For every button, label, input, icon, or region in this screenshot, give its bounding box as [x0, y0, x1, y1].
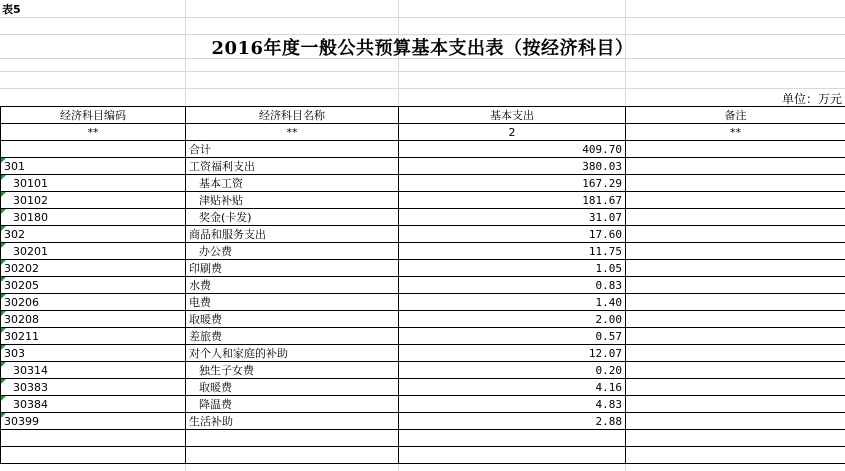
gridline — [0, 17, 845, 18]
table-row — [1, 311, 845, 328]
table-row — [1, 396, 845, 413]
cell-code[interactable] — [1, 226, 186, 243]
table-row — [1, 175, 845, 192]
table-row — [1, 243, 845, 260]
cell-code[interactable] — [1, 294, 186, 311]
cell-code-text: 30101 — [13, 176, 48, 190]
error-indicator-icon — [1, 413, 6, 418]
error-indicator-icon — [1, 311, 6, 316]
page-title: 2016年度一般公共预算基本支出表（按经济科目） — [211, 38, 634, 59]
header-code[interactable]: 经济科目编码 — [1, 107, 186, 124]
cell-remark[interactable] — [626, 260, 845, 277]
header-remark[interactable]: 备注 — [626, 107, 845, 124]
cell-code-text: 30180 — [13, 210, 48, 224]
cell-code-text: 303 — [4, 346, 25, 360]
cell-code-text: 302 — [4, 227, 25, 241]
table-row — [1, 260, 845, 277]
cell-remark[interactable] — [626, 277, 845, 294]
cell-code[interactable] — [1, 379, 186, 396]
error-indicator-icon — [1, 277, 6, 282]
sheet-label: 表5 — [2, 3, 21, 16]
error-indicator-icon — [1, 328, 6, 333]
cell-code[interactable] — [1, 430, 186, 447]
table-row — [1, 362, 845, 379]
cell-code[interactable] — [1, 158, 186, 175]
cell-code-text: 30208 — [4, 312, 39, 326]
cell-remark[interactable] — [626, 430, 845, 447]
cell-remark[interactable] — [626, 396, 845, 413]
error-indicator-icon — [1, 158, 6, 163]
cell-amount[interactable]: 4.16 — [399, 379, 626, 396]
subheader-amount[interactable]: 2 — [399, 124, 626, 141]
table-row — [1, 447, 845, 464]
error-indicator-icon — [1, 209, 6, 214]
cell-remark[interactable] — [626, 175, 845, 192]
cell-remark[interactable] — [626, 209, 845, 226]
cell-remark[interactable] — [626, 192, 845, 209]
cell-remark[interactable] — [626, 345, 845, 362]
table-header-row — [1, 107, 845, 124]
cell-code[interactable] — [1, 209, 186, 226]
header-name[interactable]: 经济科目名称 — [186, 107, 399, 124]
unit-label: 单位：万元 — [781, 92, 842, 106]
cell-code[interactable] — [1, 328, 186, 345]
cell-code[interactable] — [1, 362, 186, 379]
table-row — [1, 430, 845, 447]
cell-code-text: 30102 — [13, 193, 48, 207]
cell-name[interactable]: 降温费 — [186, 396, 399, 413]
cell-amount[interactable] — [399, 447, 626, 464]
cell-code-text: 301 — [4, 159, 25, 173]
cell-remark[interactable] — [626, 311, 845, 328]
table-body — [1, 141, 845, 464]
cell-code[interactable] — [1, 413, 186, 430]
cell-amount[interactable]: 409.70 — [399, 141, 626, 158]
cell-amount[interactable]: 4.83 — [399, 396, 626, 413]
cell-remark[interactable] — [626, 413, 845, 430]
error-indicator-icon — [1, 294, 6, 299]
cell-code[interactable] — [1, 243, 186, 260]
header-amount[interactable]: 基本支出 — [399, 107, 626, 124]
cell-code-text: 30205 — [4, 278, 39, 292]
table-row — [1, 379, 845, 396]
cell-amount[interactable]: 17.60 — [399, 226, 626, 243]
cell-code-text: 30206 — [4, 295, 39, 309]
subheader-code[interactable]: ** — [1, 124, 186, 141]
cell-amount[interactable]: 1.40 — [399, 294, 626, 311]
cell-code[interactable] — [1, 345, 186, 362]
cell-name[interactable]: 生活补助 — [186, 413, 399, 430]
cell-remark[interactable] — [626, 362, 845, 379]
cell-name[interactable]: 基本工资 — [186, 175, 399, 192]
cell-remark[interactable] — [626, 226, 845, 243]
error-indicator-icon — [1, 192, 6, 197]
table-row — [1, 277, 845, 294]
cell-remark[interactable] — [626, 447, 845, 464]
cell-name[interactable]: 对个人和家庭的补助 — [186, 345, 399, 362]
cell-code[interactable] — [1, 141, 186, 158]
cell-amount[interactable]: 12.07 — [399, 345, 626, 362]
cell-code-text: 30202 — [4, 261, 39, 275]
cell-code[interactable] — [1, 311, 186, 328]
cell-code-text: 30399 — [4, 414, 39, 428]
cell-amount[interactable]: 0.83 — [399, 277, 626, 294]
cell-code[interactable] — [1, 192, 186, 209]
cell-name[interactable]: 取暖费 — [186, 379, 399, 396]
cell-name[interactable]: 工资福利支出 — [186, 158, 399, 175]
cell-name[interactable] — [186, 430, 399, 447]
cell-name[interactable]: 合计 — [186, 141, 399, 158]
cell-code-text: 30383 — [13, 380, 48, 394]
cell-remark[interactable] — [626, 379, 845, 396]
cell-code-text: 30384 — [13, 397, 48, 411]
table-row — [1, 209, 845, 226]
cell-name[interactable]: 印刷费 — [186, 260, 399, 277]
error-indicator-icon — [1, 345, 6, 350]
table-subheader-row — [1, 124, 845, 141]
table-row — [1, 192, 845, 209]
cell-amount[interactable]: 0.57 — [399, 328, 626, 345]
cell-name[interactable]: 差旅费 — [186, 328, 399, 345]
cell-remark[interactable] — [626, 294, 845, 311]
cell-name[interactable]: 取暖费 — [186, 311, 399, 328]
cell-name[interactable]: 办公费 — [186, 243, 399, 260]
cell-amount[interactable]: 31.07 — [399, 209, 626, 226]
table-row — [1, 345, 845, 362]
cell-name[interactable]: 电费 — [186, 294, 399, 311]
cell-name[interactable]: 水费 — [186, 277, 399, 294]
gridline — [0, 88, 845, 89]
cell-remark[interactable] — [626, 328, 845, 345]
subheader-remark[interactable]: ** — [626, 124, 845, 141]
error-indicator-icon — [1, 226, 6, 231]
table-row — [1, 294, 845, 311]
error-indicator-icon — [1, 362, 6, 367]
subheader-name[interactable]: ** — [186, 124, 399, 141]
cell-name[interactable]: 奖金(卡发) — [186, 209, 399, 226]
cell-amount[interactable]: 0.20 — [399, 362, 626, 379]
cell-remark[interactable] — [626, 243, 845, 260]
cell-code[interactable] — [1, 277, 186, 294]
cell-amount[interactable]: 11.75 — [399, 243, 626, 260]
table-row — [1, 328, 845, 345]
cell-amount[interactable]: 380.03 — [399, 158, 626, 175]
cell-remark[interactable] — [626, 141, 845, 158]
cell-code[interactable] — [1, 175, 186, 192]
cell-name[interactable] — [186, 447, 399, 464]
cell-code-text: 30314 — [13, 363, 48, 377]
cell-code[interactable] — [1, 260, 186, 277]
cell-code-text: 30211 — [4, 329, 39, 343]
cell-amount[interactable]: 2.88 — [399, 413, 626, 430]
cell-name[interactable]: 商品和服务支出 — [186, 226, 399, 243]
error-indicator-icon — [1, 175, 6, 180]
cell-amount[interactable]: 2.00 — [399, 311, 626, 328]
cell-amount[interactable] — [399, 430, 626, 447]
budget-table — [0, 106, 845, 464]
table-row — [1, 413, 845, 430]
cell-code[interactable] — [1, 447, 186, 464]
table-row — [1, 158, 845, 175]
error-indicator-icon — [1, 243, 6, 248]
cell-name[interactable]: 独生子女费 — [186, 362, 399, 379]
gridline — [0, 71, 845, 72]
table-row — [1, 141, 845, 158]
cell-amount[interactable]: 181.67 — [399, 192, 626, 209]
cell-code-text: 30201 — [13, 244, 48, 258]
cell-amount[interactable]: 1.05 — [399, 260, 626, 277]
cell-amount[interactable]: 167.29 — [399, 175, 626, 192]
cell-remark[interactable] — [626, 158, 845, 175]
cell-code[interactable] — [1, 396, 186, 413]
error-indicator-icon — [1, 260, 6, 265]
cell-name[interactable]: 津贴补贴 — [186, 192, 399, 209]
table-row — [1, 226, 845, 243]
error-indicator-icon — [1, 396, 6, 401]
error-indicator-icon — [1, 379, 6, 384]
